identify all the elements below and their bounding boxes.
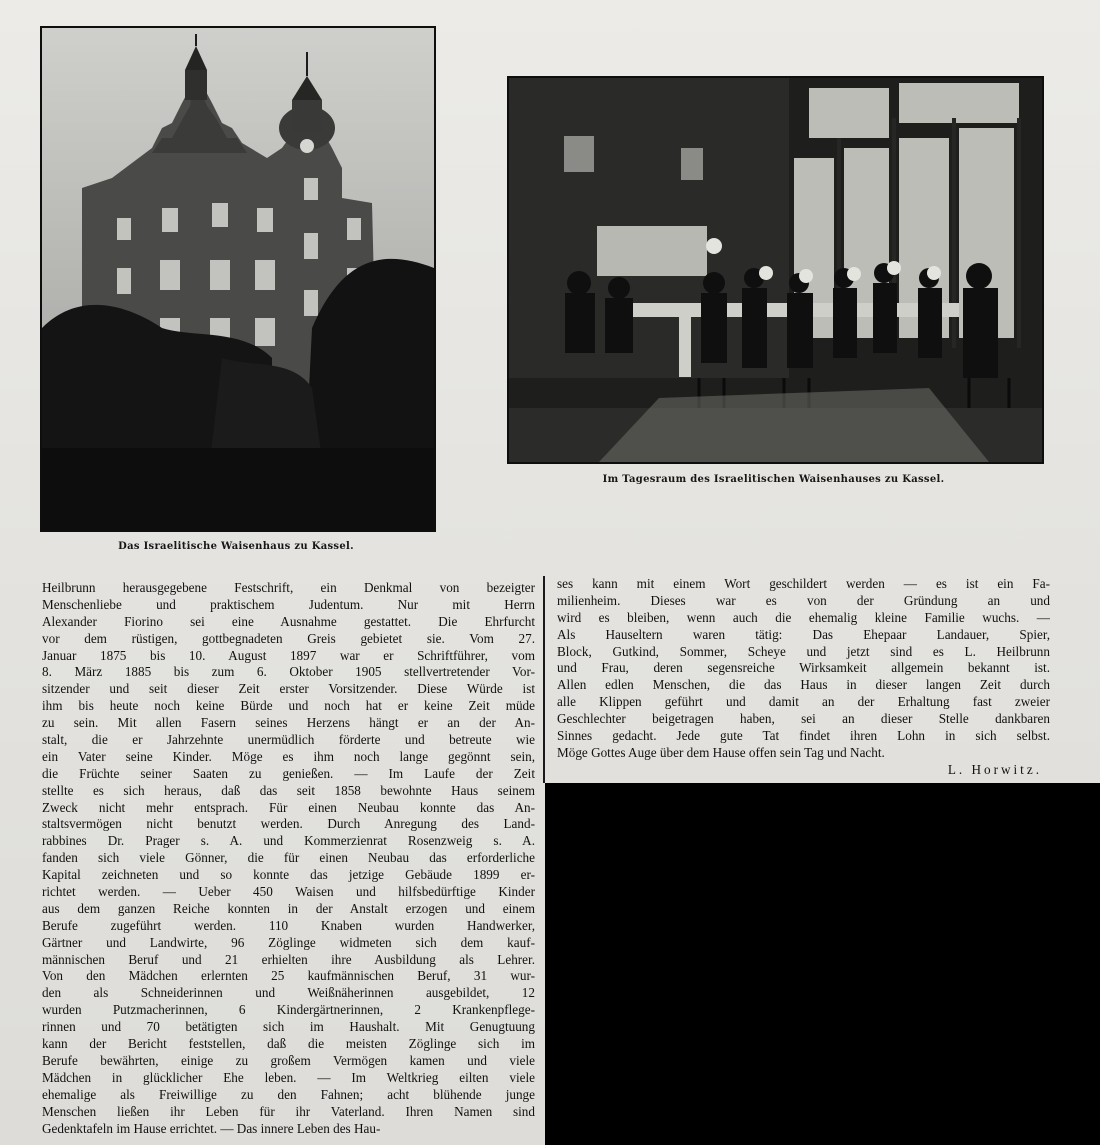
text-line: Berufe zugeführt werden. 110 Knaben wurden Handwerker, bbox=[42, 917, 535, 933]
text-line: den als Schneiderinnen und Weißnäherinnen ausgebildet, 12 bbox=[42, 985, 535, 1001]
text-line: männischen Beruf und 21 erhielten ihre Ausbildung als Lehrer. bbox=[42, 951, 535, 967]
dayroom-illustration bbox=[509, 78, 1042, 462]
building-caption: Das Israelitische Waisenhaus zu Kassel. bbox=[118, 541, 354, 552]
text-line: Geschlechter beigetragen haben, sei an dieser Stelle dankbaren bbox=[557, 711, 1050, 727]
text-line: Kapital zeichneten und so konnte das jetzige Gebäude 1899 er- bbox=[42, 867, 535, 883]
text-line: stellte es sich heraus, daß das seit 1858 bewohnte Haus seinem bbox=[42, 782, 535, 798]
text-line: und Frau, deren segensreiche Wirksamkeit allgemein bekannt ist. bbox=[557, 660, 1050, 676]
dayroom-caption: Im Tagesraum des Israelitischen Waisenhauses zu Kassel. bbox=[602, 474, 945, 485]
text-line: aus dem ganzen Reiche konnten in der Anstalt erzogen und einem bbox=[42, 900, 535, 916]
column-divider bbox=[543, 576, 545, 783]
text-line: kann der Bericht feststellen, daß die meisten Zöglinge sich im bbox=[42, 1036, 535, 1052]
building-illustration bbox=[42, 28, 434, 530]
text-line: alle Klippen geführt und damit an der Erhaltung fast zweier bbox=[557, 694, 1050, 710]
text-line: rabbines Dr. Prager s. A. und Kommerzienrat Rosenzweig s. A. bbox=[42, 833, 535, 849]
text-line: ein Vater seine Kinder. Möge es ihm noch lange gegönnt sein, bbox=[42, 748, 535, 764]
text-line: die Früchte seiner Saaten zu genießen. — Im Laufe der Zeit bbox=[42, 765, 535, 781]
text-line: stalt, die er Jahrzehnte unermüdlich förderte und betreute wie bbox=[42, 732, 535, 748]
scan-black-area bbox=[545, 783, 1100, 1145]
text-line: Gedenktafeln im Hause errichtet. — Das innere Leben des Hau- bbox=[42, 1120, 381, 1136]
text-line: Gärtner und Landwirte, 96 Zöglinge widmeten sich dem kauf- bbox=[42, 934, 535, 950]
text-line: Zweck nicht mehr entsprach. Für einen Neubau konnte das An- bbox=[42, 799, 535, 815]
text-line: Von den Mädchen erlernten 25 kaufmännischen Beruf, 31 wur- bbox=[42, 968, 535, 984]
text-line: wird es bleiben, wenn auch die ehemalig kleine Familie wuchs. — bbox=[557, 609, 1050, 625]
text-line: fanden sich viele Gönner, die für einen Neubau das erforderliche bbox=[42, 850, 535, 866]
author-signature: L. Horwitz. bbox=[947, 761, 1042, 777]
article-right-column bbox=[557, 576, 1050, 779]
text-line: Alexander Fiorino sei eine Ausnahme gestattet. Die Ehrfurcht bbox=[42, 613, 535, 629]
text-line: ihm bis heute noch keine Bürde und noch hat er keine Zeit müde bbox=[42, 698, 535, 714]
text-line: Block, Gutkind, Sommer, Scheye und jetzt sind es L. Heilbrunn bbox=[557, 643, 1050, 659]
text-line: sitzender und seit dieser Zeit erster Vorsitzender. Diese Würde ist bbox=[42, 681, 535, 697]
text-line: Menschen ließen ihr Leben für ihr Vaterland. Ihren Namen sind bbox=[42, 1103, 535, 1119]
text-line: milienheim. Dieses war es von der Gründung an und bbox=[557, 592, 1050, 608]
text-line: rinnen und 70 betätigten sich im Haushalt. Mit Genugtuung bbox=[42, 1019, 535, 1035]
text-line: wurden Putzmacherinnen, 6 Kindergärtnerinnen, 2 Krankenpflege- bbox=[42, 1002, 535, 1018]
text-line: Menschenliebe und praktischem Judentum. Nur mit Herrn bbox=[42, 596, 535, 612]
text-line: Januar 1875 bis 10. August 1897 war er Schriftführer, vom bbox=[42, 647, 535, 663]
article-left-column bbox=[42, 580, 535, 1137]
text-line: richtet werden. — Ueber 450 Waisen und hilfsbedürftige Kinder bbox=[42, 884, 535, 900]
dayroom-photo bbox=[507, 76, 1044, 464]
text-line: Möge Gottes Auge über dem Hause offen sein Tag und Nacht. bbox=[557, 744, 885, 760]
text-line: Heilbrunn herausgegebene Festschrift, ein Denkmal von bezeigter bbox=[42, 580, 535, 595]
text-line: vor dem rüstigen, gottbegnadeten Greis gebietet sie. Vom 27. bbox=[42, 630, 535, 646]
text-line: ehemalige als Freiwillige zu den Fahnen; acht blühende junge bbox=[42, 1086, 535, 1102]
text-line: staltsvermögen nicht benutzt werden. Durch Anregung des Land- bbox=[42, 816, 535, 832]
text-line: Sinnes gedacht. Jede gute Tat findet ihren Lohn in sich selbst. bbox=[557, 728, 1050, 744]
text-line: ses kann mit einem Wort geschildert werden — es ist ein Fa- bbox=[557, 576, 1050, 591]
text-line: zu sein. Mit allen Fasern seines Herzens hängt er an der An- bbox=[42, 715, 535, 731]
text-line: Allen edlen Menschen, die das Haus in dieser langen Zeit durch bbox=[557, 677, 1050, 693]
text-line: Berufe bewährten, einige zu großem Vermögen kamen und viele bbox=[42, 1052, 535, 1068]
text-line: Mädchen in glücklicher Ehe leben. — Im Weltkrieg eilten viele bbox=[42, 1069, 535, 1085]
text-line: Als Hauseltern waren tätig: Das Ehepaar Landauer, Spier, bbox=[557, 626, 1050, 642]
building-photo bbox=[40, 26, 436, 532]
text-line: 8. März 1885 bis zum 6. Oktober 1905 stellvertretender Vor- bbox=[42, 664, 535, 680]
